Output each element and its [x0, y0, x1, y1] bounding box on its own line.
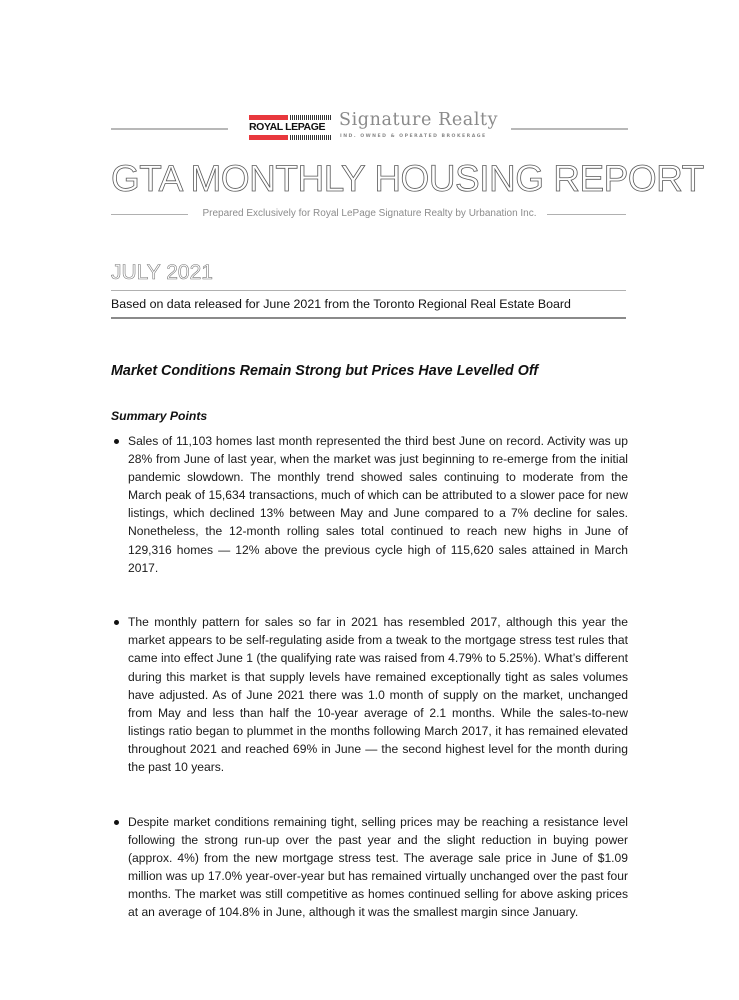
- summary-points-heading: Summary Points: [111, 409, 208, 423]
- bullet-icon: [114, 439, 119, 444]
- bullet-icon: [114, 620, 119, 625]
- prepared-rule-right: [547, 214, 626, 215]
- header-rule-right: [511, 128, 628, 130]
- prepared-by-text: Prepared Exclusively for Royal LePage Signature Realty by Urbanation Inc.: [202, 208, 537, 219]
- logo-wordmark: ROYAL LEPAGE: [249, 121, 326, 133]
- logo-red-bar-top: [249, 115, 288, 120]
- office-tagline: IND. OWNED & OPERATED BROKERAGE: [340, 134, 487, 139]
- report-title: GTA MONTHLY HOUSING REPORT: [111, 158, 704, 199]
- logo-barcode-top: [290, 115, 331, 120]
- summary-point: [111, 432, 628, 577]
- summary-point: [111, 813, 628, 922]
- summary-points-list: [111, 432, 628, 921]
- article-headline: Market Conditions Remain Strong but Prices Have Levelled Off: [111, 363, 539, 379]
- month-divider: [111, 290, 626, 291]
- logo-barcode-bottom: [290, 135, 331, 140]
- header-rule-left: [111, 128, 228, 130]
- data-source-divider: [111, 317, 626, 319]
- royal-lepage-logo: [249, 115, 331, 141]
- logo-red-bar-bottom: [249, 135, 288, 140]
- data-source-note: Based on data released for June 2021 from the Toronto Regional Real Estate Board: [111, 297, 571, 311]
- issue-month: JULY 2021: [111, 261, 213, 284]
- bullet-icon: [114, 820, 119, 825]
- summary-point-text: Despite market conditions remaining tight, selling prices may be reaching a resistance level following the strong run-up over the past year and the slight reduction in buying power (approx. 4%) from the new mortgage stress test. The average sale price in June of $1.09 million was up 17.0% year-over-year but has remained virtually unchanged over the past four months. The market was still competitive as homes continued selling for above asking prices at an average of 104.8% in June, although it was the smallest margin since January.: [128, 814, 628, 920]
- office-name: Signature Realty: [339, 110, 499, 130]
- summary-point-text: The monthly pattern for sales so far in 2021 has resembled 2017, although this year the market appears to be self-regulating aside from a tweak to the mortgage stress test rules that came into effect June 1 (the qualifying rate was raised from 4.79% to 5.25%). What’s different during this market is that supply levels have remained exceptionally tight as sales volumes have adjusted. As of June 2021 there was 1.0 month of supply on the market, unchanged from May and less than half the 10-year average of 2.1 months. While the sales-to-new listings ratio began to plummet in the months following March 2017, it has remained elevated throughout 2021 and reached 69% in June — the second highest level for the month during the past 10 years.: [128, 615, 628, 774]
- summary-point: [111, 613, 628, 776]
- summary-point-text: Sales of 11,103 homes last month represented the third best June on record. Activity was up 28% from June of last year, when the market was just beginning to re-emerge from the initial pandemic slowdown. The monthly trend showed sales continuing to moderate from the March peak of 15,634 transactions, much of which can be attributed to a slower pace for new listings, which declined 13% between May and June compared to a 7% decline for sales. Nonetheless, the 12-month rolling sales total continued to reach new highs in June of 129,316 homes — 12% above the previous cycle high of 115,620 sales attained in March 2017.: [128, 434, 628, 575]
